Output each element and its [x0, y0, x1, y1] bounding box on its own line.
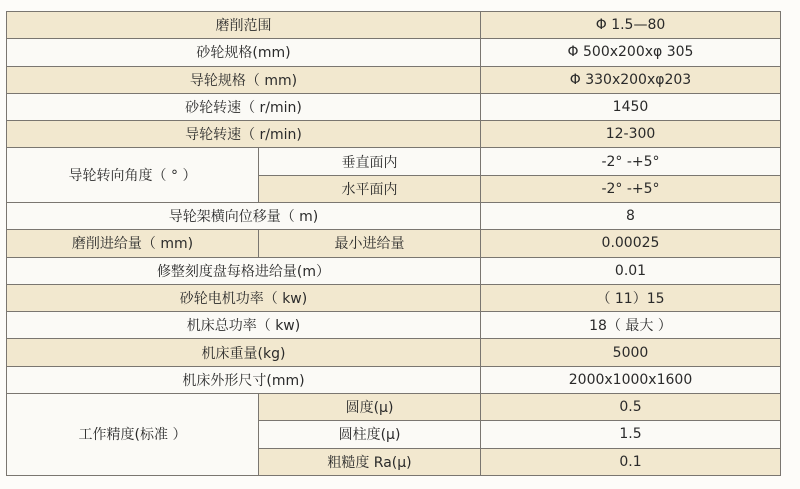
- row-value: 0.01: [481, 257, 781, 284]
- row-value: （ 11）15: [481, 284, 781, 311]
- row-value: Φ 330x200xφ203: [481, 66, 781, 93]
- table-row: [7, 339, 781, 366]
- row-label: 机床外形尺寸(mm): [7, 366, 481, 393]
- row-value: 5000: [481, 339, 781, 366]
- row-label: 砂轮规格(mm): [7, 39, 481, 66]
- table-row: [7, 393, 781, 420]
- row-label: 导轮转速（ r/min): [7, 121, 481, 148]
- row-value: 0.1: [481, 448, 781, 476]
- row-value: Φ 1.5—80: [481, 12, 781, 39]
- sub-label: 最小进给量: [259, 230, 481, 257]
- group-label: 磨削进给量（ mm): [7, 230, 259, 257]
- row-value: 1450: [481, 93, 781, 120]
- row-label: 磨削范围: [7, 12, 481, 39]
- sub-label: 圆柱度(μ): [259, 421, 481, 448]
- table-row: [7, 66, 781, 93]
- row-value: 18（ 最大 ）: [481, 312, 781, 339]
- table-row: [7, 93, 781, 120]
- row-label: 砂轮转速（ r/min): [7, 93, 481, 120]
- sub-label: 粗糙度 Ra(μ): [259, 448, 481, 476]
- table-row: [7, 121, 781, 148]
- table-row: [7, 202, 781, 229]
- row-value: 2000x1000x1600: [481, 366, 781, 393]
- sub-label: 水平面内: [259, 175, 481, 202]
- table-row: [7, 39, 781, 66]
- row-label: 机床重量(kg): [7, 339, 481, 366]
- row-value: 8: [481, 202, 781, 229]
- table-row: [7, 12, 781, 39]
- row-label: 导轮架横向位移量（ m): [7, 202, 481, 229]
- row-label: 机床总功率（ kw): [7, 312, 481, 339]
- row-value: 1.5: [481, 421, 781, 448]
- row-value: 0.00025: [481, 230, 781, 257]
- group-label: 工作精度(标准 ）: [7, 393, 259, 475]
- table-row: [7, 284, 781, 311]
- table-row: [7, 257, 781, 284]
- row-value: 12-300: [481, 121, 781, 148]
- row-value: Φ 500x200xφ 305: [481, 39, 781, 66]
- sub-label: 垂直面内: [259, 148, 481, 175]
- spec-table: [6, 11, 781, 476]
- group-label: 导轮转向角度（ ° ）: [7, 148, 259, 203]
- row-label: 砂轮电机功率（ kw): [7, 284, 481, 311]
- row-value: 0.5: [481, 393, 781, 420]
- row-label: 修整刻度盘每格进给量(m）: [7, 257, 481, 284]
- table-row: [7, 312, 781, 339]
- row-value: -2° -+5°: [481, 148, 781, 175]
- table-row: [7, 230, 781, 257]
- sub-label: 圆度(μ): [259, 393, 481, 420]
- row-label: 导轮规格（ mm): [7, 66, 481, 93]
- table-row: [7, 366, 781, 393]
- row-value: -2° -+5°: [481, 175, 781, 202]
- table-row: [7, 148, 781, 175]
